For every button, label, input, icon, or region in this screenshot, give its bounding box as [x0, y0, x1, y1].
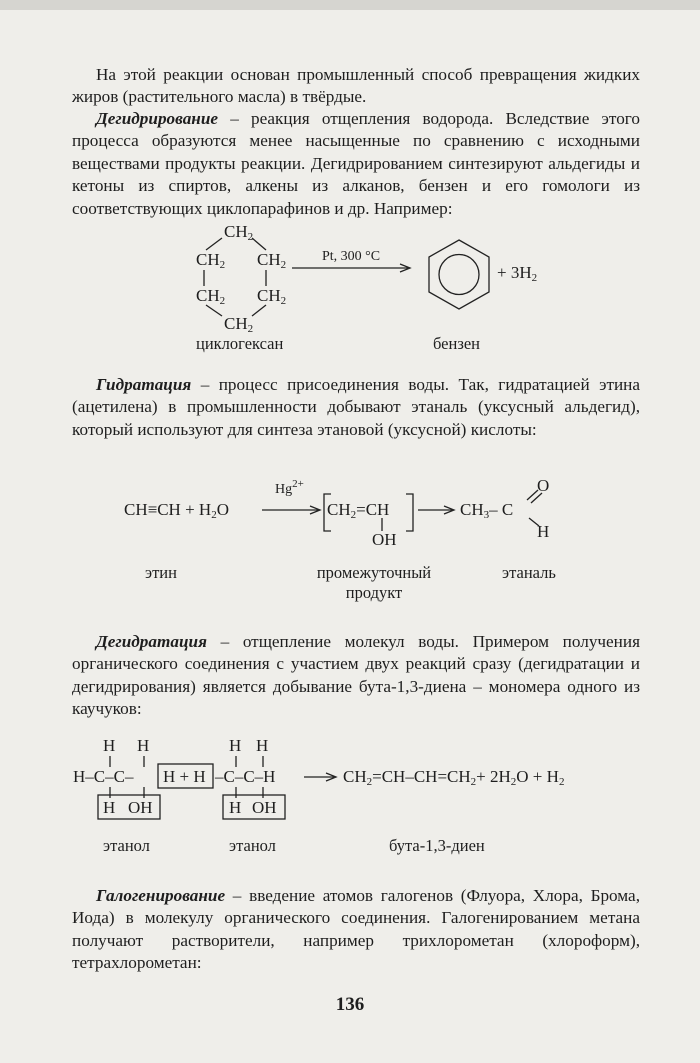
intermediate-label: промежуточный продукт: [316, 563, 432, 602]
ethanol1-h-bottom: H: [103, 798, 116, 817]
halogenation-term: Галогенирование: [96, 886, 226, 905]
hydration-text: – процесс присоединения воды. Так, гидратацией этина (ацетилена) в промышленности добывают этаналь (уксусный альдегид), который используют для синтеза этановой (уксусной) кислоты:: [72, 375, 640, 439]
cyclohexane-bond-2: [252, 238, 266, 250]
hydrogen-product: + $3H_2$: [497, 263, 538, 284]
water-box-2: [223, 795, 285, 819]
benzene-ring: [429, 240, 489, 309]
ethanal-hydrogen: H: [537, 522, 550, 541]
mercury-catalyst: $Hg^{2+}$: [275, 478, 304, 497]
ethanol1-oh: OH: [128, 798, 153, 817]
ethanal-oxygen: O: [537, 476, 550, 495]
dehydrogenation-term: Дегидрирование: [96, 109, 219, 128]
ethanol2-chain: –C–C–H: [215, 767, 276, 786]
cyclohexane-ch2-upper-left: $CH_2$: [196, 250, 226, 271]
ethanol2-oh: OH: [252, 798, 277, 817]
cyclohexane-ch2-top: $CH_2$: [224, 222, 254, 243]
hydration-term: Гидратация: [96, 375, 192, 394]
intermediate-oh: OH: [372, 530, 397, 549]
hydrogen-box: [158, 764, 213, 788]
cyclohexane-bond-6: [252, 305, 266, 316]
butadiene-product: $CH_2=CH-CH=CH_2+ 2H_2O + H_2$: [343, 767, 565, 788]
dehydration-text: – отщепление молекул воды. Примером получения органического соединения с участием двух реакций сразу (дегидратации и дегидрирования) является добывание бута-1,3-диена – мономера одного из каучуков:: [72, 632, 640, 719]
cyclohexane-ch2-lower-right: $CH_2$: [257, 286, 287, 307]
ethanol1-h-top-1: H: [103, 736, 116, 755]
benzene-label: бензен: [433, 334, 481, 353]
cyclohexane-ch2-bottom: $CH_2$: [224, 314, 254, 335]
ethanol2-h-top-2: H: [256, 736, 269, 755]
ethanol-label-1: этанол: [103, 836, 150, 855]
halogenation-text: – введение атомов галогенов (Флуора, Хлора, Брома, Иода) в молекулу органического соединения. Галогенированием метана получают растворители, например трихлорометан (хлороформ), тетрахлорометан:: [72, 886, 640, 973]
ethanol1-h-top-2: H: [137, 736, 150, 755]
ethanol2-h-bottom: H: [229, 798, 242, 817]
ethanal-ch-bond: [529, 518, 539, 526]
ethyne-label: этин: [145, 563, 177, 582]
page-number: 136: [335, 994, 365, 1015]
ethanol-label-2: этанол: [229, 836, 276, 855]
water-box-1: [98, 795, 160, 819]
benzene-aromatic-circle: [439, 255, 479, 295]
intermediate-bracket-right: [406, 494, 413, 531]
ethanal-label: этаналь: [502, 563, 556, 582]
vinyl-alcohol-intermediate: $CH_2=CH$: [327, 500, 390, 521]
reaction-condition: Pt, 300 °C: [322, 249, 381, 264]
butadiene-label: бута-1,3-диен: [389, 836, 485, 855]
eliminated-hydrogens: H + H: [163, 767, 206, 786]
intermediate-bracket-left: [324, 494, 331, 531]
dehydration-term: Дегидратация: [96, 632, 207, 651]
acetylene-reactants: $CH\equiv CH + H_2O$: [124, 500, 229, 521]
cyclohexane-bond-1: [206, 238, 222, 250]
cyclohexane-label: циклогексан: [196, 334, 284, 353]
cyclohexane-bond-5: [206, 305, 222, 316]
ethanol2-h-top-1: H: [229, 736, 242, 755]
cyclohexane-ch2-lower-left: $CH_2$: [196, 286, 226, 307]
cyclohexane-ch2-upper-right: $CH_2$: [257, 250, 287, 271]
ethanal-product: $CH_3-$ C: [460, 500, 514, 521]
ethanol1-chain: H–C–C–: [73, 767, 134, 786]
dehydrogenation-text: – реакция отщепления водорода. Вследствие этого процесса образуются менее насыщенные по сравнению с исходными веществами продукты реакции. Дегидрированием синтезируют альдегиды и кетоны из спиртов, алкены из алканов, бензен и его гомологи из соответствующих циклопарафинов и др. Например:: [72, 109, 640, 218]
intro-paragraph: На этой реакции основан промышленный способ превращения жидких жиров (растительного масла) в твёрдые.: [72, 65, 640, 107]
